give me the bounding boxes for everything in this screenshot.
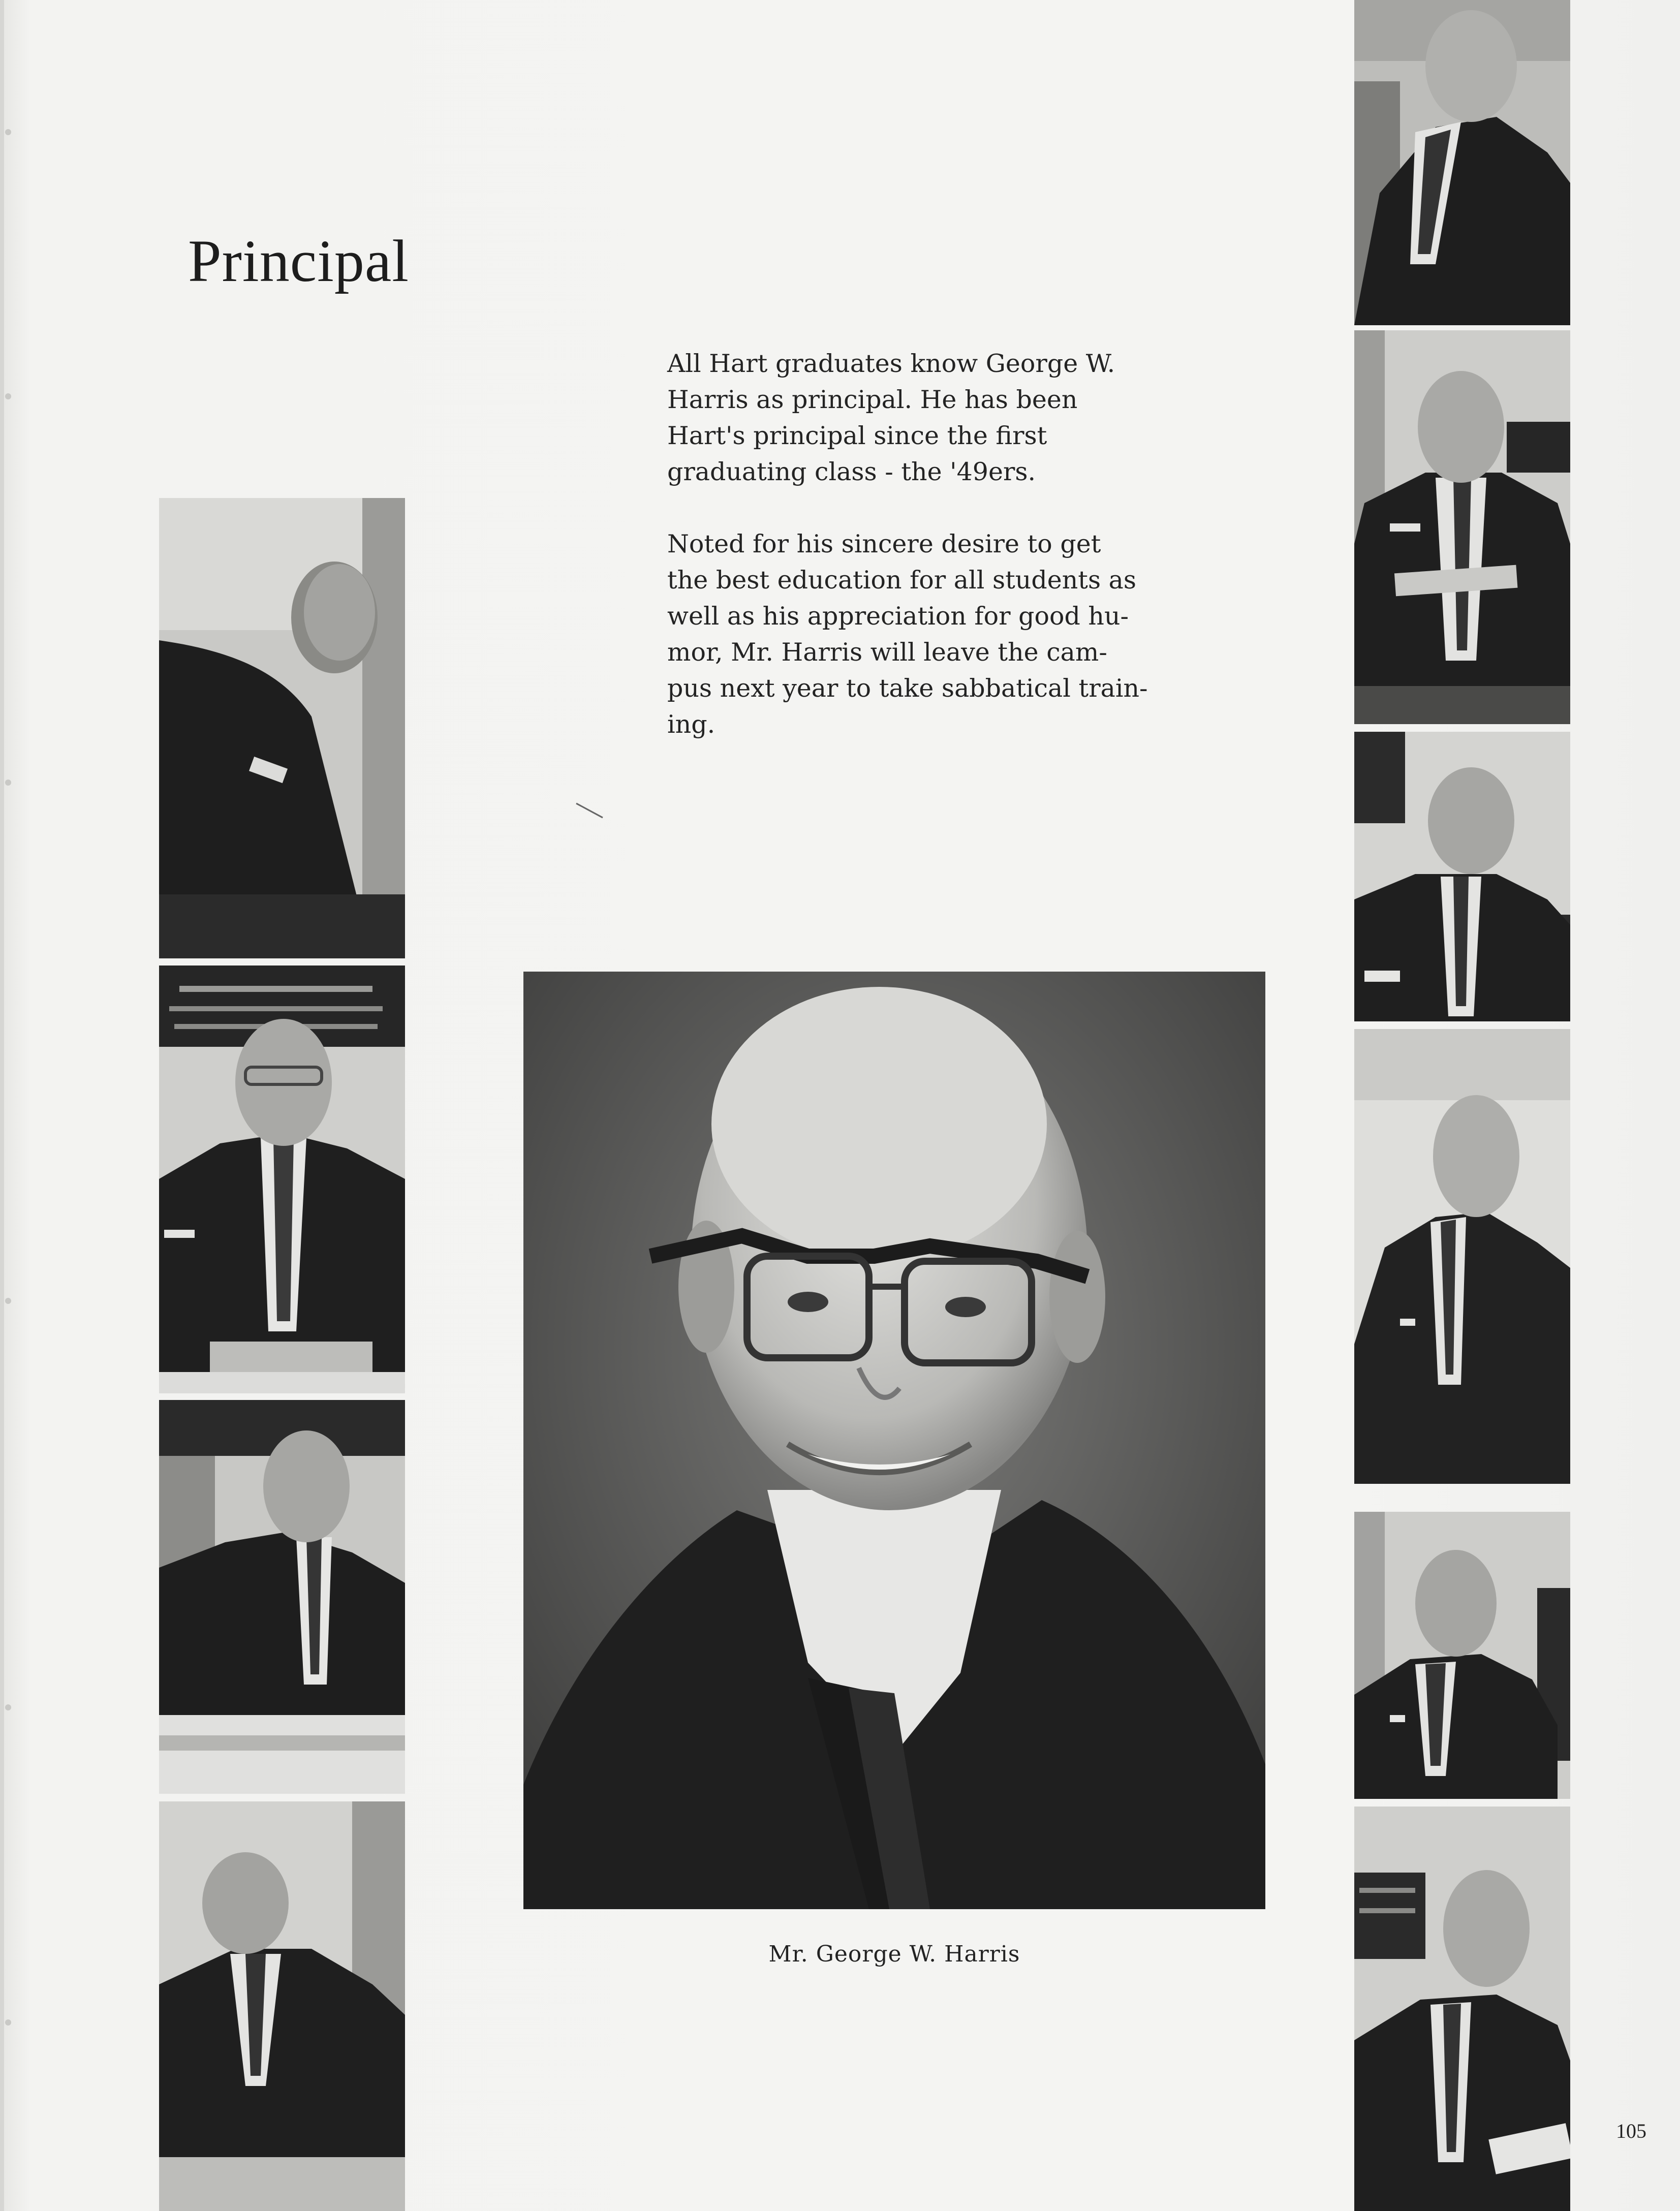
portrait-caption: Mr. George W. Harris (768, 1941, 1020, 1967)
candid-photo-right-6 (1354, 1807, 1570, 2211)
binding-edge (0, 0, 20, 2211)
candid-photo-right-4 (1354, 1029, 1570, 1484)
candid-photo-left-3 (159, 1400, 405, 1794)
candid-photo-left-1 (159, 498, 405, 958)
candid-photo-right-5 (1354, 1512, 1570, 1799)
article-paragraph-1: All Hart graduates know George W. Harris as principal. He has been Hart's principal since the first graduating class - the '49ers. (667, 349, 1115, 486)
principal-portrait (523, 972, 1265, 1909)
article-paragraph-2: Noted for his sincere desire to get the best education for all students as well as his appreciation for good hu- mor, Mr. Harris will leave the cam- pus next year to take sabbatical train- ing. (667, 530, 1148, 739)
scan-speck (574, 800, 605, 821)
candid-photo-right-1 (1354, 0, 1570, 325)
candid-photo-left-4 (159, 1801, 405, 2211)
candid-photo-right-2 (1354, 330, 1570, 724)
article-body (667, 346, 1216, 778)
candid-photo-right-3 (1354, 732, 1570, 1021)
candid-photo-left-2 (159, 966, 405, 1393)
page-title: Principal (188, 228, 410, 294)
page-number: 105 (1616, 2120, 1646, 2142)
